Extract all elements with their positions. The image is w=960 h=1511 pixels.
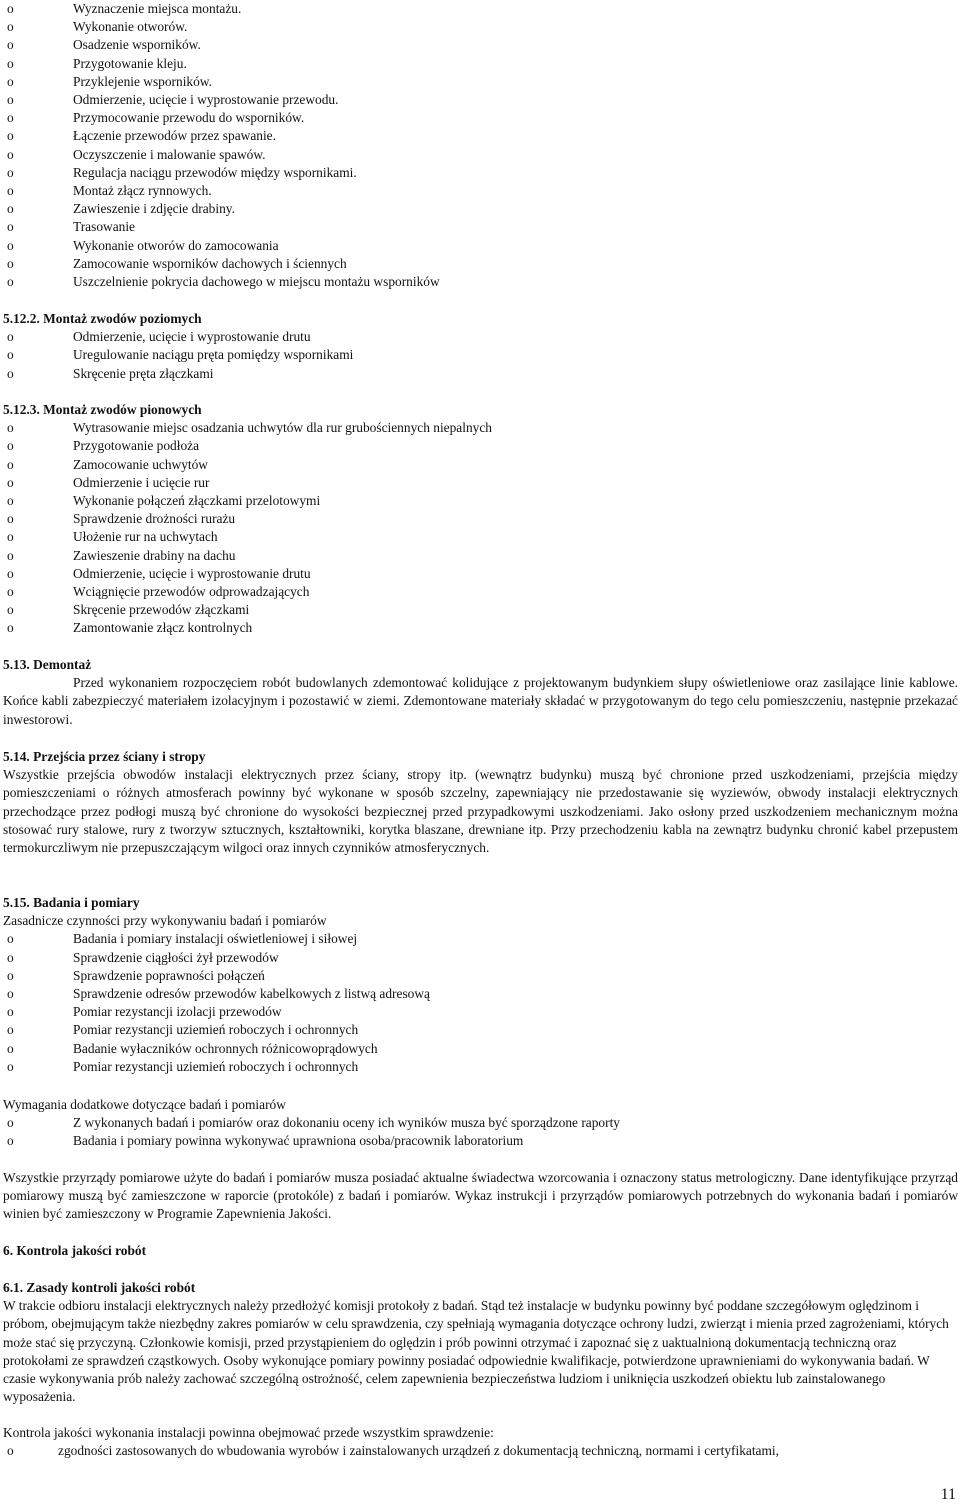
top-list-block <box>3 0 958 291</box>
quality-control-block <box>3 1424 958 1460</box>
list-item: o Skręcenie przewodów złączkami <box>3 601 958 619</box>
list-item: o Sprawdzenie ciągłości żył przewodów <box>3 949 958 967</box>
list-item: o Sprawdzenie odresów przewodów kabelkowych z listwą adresową <box>3 985 958 1003</box>
list-item: o Pomiar rezystancji uziemień roboczych i ochronnych <box>3 1021 958 1039</box>
section-heading: 6.1. Zasady kontroli jakości robót <box>3 1280 196 1295</box>
list-item: o Skręcenie pręta złączkami <box>3 365 958 383</box>
list-item: o zgodności zastosowanych do wbudowania wyrobów i zainstalowanych urządzeń z dokumentacją techniczną, normami i certyfikatami, <box>3 1442 958 1460</box>
list-item: o Z wykonanych badań i pomiarów oraz dokonaniu oceny ich wyników musza być sporządzone raporty <box>3 1114 958 1132</box>
list-item: o Sprawdzenie drożności rurażu <box>3 510 958 528</box>
list-item: o Regulacja naciągu przewodów między wspornikami. <box>3 164 958 182</box>
section-heading: 6. Kontrola jakości robót <box>3 1243 147 1258</box>
section-heading: 5.13. Demontaż <box>3 657 92 672</box>
list-item: o Przyklejenie wsporników. <box>3 73 958 91</box>
requirements-list <box>3 1114 958 1150</box>
list-item: o Oczyszczenie i malowanie spawów. <box>3 146 958 164</box>
section-heading: 5.12.2. Montaż zwodów poziomych <box>3 311 202 326</box>
section-5-13 <box>3 656 958 729</box>
list-item: o Uregulowanie naciągu pręta pomiędzy wspornikami <box>3 346 958 364</box>
list-item: o Zamontowanie złącz kontrolnych <box>3 619 958 637</box>
section-5-15 <box>3 894 958 1076</box>
list-item: o Uszczelnienie pokrycia dachowego w miejscu montażu wsporników <box>3 273 958 291</box>
list-item: o Osadzenie wsporników. <box>3 36 958 54</box>
list-item: o Wykonanie otworów do zamocowania <box>3 237 958 255</box>
section-6 <box>3 1242 958 1260</box>
section-heading: 5.15. Badania i pomiary <box>3 895 140 910</box>
section-paragraph: Wszystkie przyrządy pomiarowe użyte do badań i pomiarów musza posiadać aktualne świadectwa wzorcowania i oznaczony status metrologiczny. Dane identyfikujące przyrząd pomiarowy muszą być zamieszczone w raporcie (protokóle) z badań i pomiarów. Wykaz instrukcji i przyrządów pomiarowych potrzebnych do wykonania badań i pomiarów winien być zamieszczony w Programie Zapewnienia Jakości. <box>3 1170 958 1222</box>
list-item: o Zamocowanie uchwytów <box>3 456 958 474</box>
additional-requirements <box>3 1096 958 1151</box>
section-5-12-3 <box>3 401 958 638</box>
list-item: o Montaż złącz rynnowych. <box>3 182 958 200</box>
list-item: o Badania i pomiary powinna wykonywać uprawniona osoba/pracownik laboratorium <box>3 1132 958 1150</box>
section-paragraph: Wszystkie przejścia obwodów instalacji elektrycznych przez ściany, stropy itp. (wewnątrz budynku) muszą być chronione przed uszkodzeniami, przejścia między pomieszczeniami o różnych atmosferach powinny być wykonane w sposób szczelny, zapewniający nie przedostawanie się wyziewów, obwody instalacji elektrycznych przechodzące przez podłogi muszą być chronione do wysokości bezpiecznej przed przypadkowymi uszkodzeniami. Jako osłony przed uszkodzeniem mechanicznym można stosować rury stalowe, rury z tworzyw sztucznych, kształtowniki, korytka blaszane, drewniane itp. Przy przechodzeniu kabla na zewnątrz budynku chronić kabel przepustem termokurczliwym nie przepuszczającym wilgoci oraz innych czynników atmosferycznych. <box>3 767 958 856</box>
list-item: o Wciągnięcie przewodów odprowadzających <box>3 583 958 601</box>
list-item: o Zawieszenie drabiny na dachu <box>3 547 958 565</box>
list-item: o Odmierzenie, ucięcie i wyprostowanie drutu <box>3 565 958 583</box>
list-item: o Badania i pomiary instalacji oświetleniowej i siłowej <box>3 930 958 948</box>
list-item: o Pomiar rezystancji izolacji przewodów <box>3 1003 958 1021</box>
measurement-list <box>3 930 958 1076</box>
list-item: o Wykonanie połączeń złączkami przelotowymi <box>3 492 958 510</box>
horizontal-conductor-steps <box>3 328 958 383</box>
measurement-closing <box>3 1169 958 1224</box>
section-heading: 5.12.3. Montaż zwodów pionowych <box>3 402 202 417</box>
section-5-14 <box>3 748 958 857</box>
list-item: o Wykonanie otworów. <box>3 18 958 36</box>
list-item: o Badanie wyłaczników ochronnych różnicowoprądowych <box>3 1040 958 1058</box>
list-item: o Sprawdzenie poprawności połączeń <box>3 967 958 985</box>
list-item: o Trasowanie <box>3 218 958 236</box>
section-paragraph: Przed wykonaniem rozpoczęciem robót budowlanych zdemontować kolidujące z projektowanym budynkiem słupy oświetleniowe oraz zasilające linie kablowe. Końce kabli zabezpieczyć materiałem izolacyjnym i pozostawić w ziemi. Zdemontowane materiały składać w przygotowanym do tego celu pomieszczeniu, następnie przekazać inwestorowi. <box>3 675 958 727</box>
top-step-list <box>3 0 958 291</box>
list-item: o Pomiar rezystancji uziemień roboczych i ochronnych <box>3 1058 958 1076</box>
list-item: o Wyznaczenie miejsca montażu. <box>3 0 958 18</box>
list-item: o Przymocowanie przewodu do wsporników. <box>3 109 958 127</box>
list-item: o Ułożenie rur na uchwytach <box>3 528 958 546</box>
list-item: o Przygotowanie kleju. <box>3 55 958 73</box>
list-item: o Zawieszenie i zdjęcie drabiny. <box>3 200 958 218</box>
section-intro: Zasadnicze czynności przy wykonywaniu badań i pomiarów <box>3 913 327 929</box>
section-paragraph: W trakcie odbioru instalacji elektrycznych należy przedłożyć komisji protokoły z badań. Stąd też instalacje w budynku powinny być poddane szczegółowym oględzinom i próbom, obejmującym także niezbędny zakres pomiarów w celu sprawdzenia, czy spełniają wymagania dotyczące ochrony ludzi, zwierząt i mienia przed zagrożeniami, których może stać się przyczyną. Członkowie komisji, przed przystąpieniem do oględzin i prób powinni otrzymać i zapoznać się z uaktualnioną dokumentacją techniczną oraz protokołami ze sprawdzeń cząstkowych. Osoby wykonujące pomiary powinny posiadać odpowiednie kwalifikacje, potwierdzone uprawnieniami do wykonywania badań. W czasie wykonywania prób należy zachować szczególną ostrożność, celem zapewnienia bezpieczeństwa ludziom i uniknięcia uszkodzeń obiektu lub zainstalowanego wyposażenia. <box>3 1298 949 1405</box>
list-item: o Łączenie przewodów przez spawanie. <box>3 127 958 145</box>
section-5-12-2 <box>3 310 958 383</box>
requirements-intro: Wymagania dodatkowe dotyczące badań i pomiarów <box>3 1097 286 1112</box>
vertical-conductor-steps <box>3 419 958 637</box>
list-item: o Zamocowanie wsporników dachowych i ściennych <box>3 255 958 273</box>
list-item: o Przygotowanie podłoża <box>3 437 958 455</box>
list-item: o Odmierzenie i ucięcie rur <box>3 474 958 492</box>
section-heading: 5.14. Przejścia przez ściany i stropy <box>3 749 206 764</box>
page-number: 11 <box>940 1486 956 1503</box>
list-item: o Wytrasowanie miejsc osadzania uchwytów dla rur grubościennych niepalnych <box>3 419 958 437</box>
list-item: o Odmierzenie, ucięcie i wyprostowanie przewodu. <box>3 91 958 109</box>
list-item: o Odmierzenie, ucięcie i wyprostowanie drutu <box>3 328 958 346</box>
section-6-1 <box>3 1279 958 1406</box>
control-intro: Kontrola jakości wykonania instalacji powinna obejmować przede wszystkim sprawdzenie: <box>3 1425 494 1440</box>
control-list <box>3 1442 958 1460</box>
